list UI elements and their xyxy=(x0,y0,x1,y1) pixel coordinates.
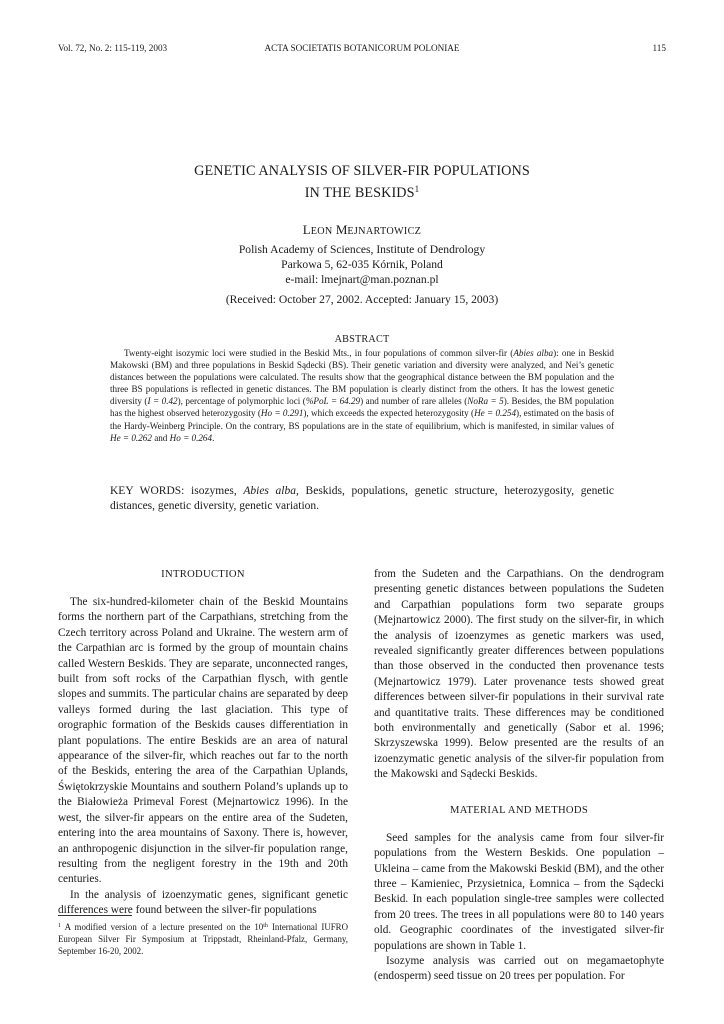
title-line-1: GENETIC ANALYSIS OF SILVER-FIR POPULATIONS xyxy=(194,163,530,179)
keywords-part: , Beskids, populations, genetic structure, heterozygosity, genetic distances, genetic diversity, genetic variation. xyxy=(110,485,614,512)
affiliation xyxy=(60,242,664,287)
abstract-italic: I = 0.42 xyxy=(147,396,178,407)
abstract-italic: Abies alba xyxy=(513,348,554,358)
author-first-rest: EON xyxy=(310,226,333,237)
article-title xyxy=(60,162,664,202)
journal-name: ACTA SOCIETATIS BOTANICORUM POLONIAE xyxy=(264,43,460,53)
journal-volume: Vol. 72, No. 2: 115-119, 2003 xyxy=(58,43,168,53)
methods-paragraph-2: Isozyme analysis was carried out on megamaetophyte (endosperm) seed tissue on 20 trees per population. For xyxy=(374,954,664,983)
column-right xyxy=(374,567,664,985)
affiliation-institute: Polish Academy of Sciences, Institute of Dendrology xyxy=(238,243,486,256)
received-dates: (Received: October 27, 2002. Accepted: January 15, 2003) xyxy=(225,293,499,306)
footnote-mark: 1 xyxy=(58,923,61,929)
abstract-italic: Ho = 0.291 xyxy=(260,408,304,419)
abstract-italic: %PoL = 64.29 xyxy=(305,396,361,407)
footnote-rule xyxy=(58,915,132,916)
section-heading-methods: MATERIAL AND METHODS xyxy=(449,804,589,816)
abstract-text xyxy=(110,347,614,444)
author-first-initial: L xyxy=(302,222,311,237)
keywords-italic: Abies alba xyxy=(243,485,297,497)
title-footnote-mark: 1 xyxy=(414,184,420,194)
intro-paragraph-3: from the Sudeten and the Carpathians. On the dendrogram presenting genetic distances between populations the Sudeten and Carpathian populations form two separate groups (Mejnartowicz 2000). The first study on the silver-fir, in which the analysis of izoenzymes as genetic markers was used, revealed significantly greater differences between populations than those observed in the conducted then provenance tests (Mejnartowicz 1979). Later provenance tests showed great differences between silver-fir populations in their survival rate and quantitative traits. These differences may be conditioned both environmentally and genetically (Sabor et al. 1996; Skrzyszewska 1999). Below presented are the results of an izoenzymatic genetic analysis of the silver-fir population from the Makowski and Sądecki Beskids. xyxy=(374,568,664,781)
abstract-part: ) and number of rare alleles ( xyxy=(360,396,468,407)
author-name xyxy=(60,222,664,240)
section-heading-introduction: INTRODUCTION xyxy=(161,569,245,580)
footnote-part: A modified version of a lecture presented on the 10 xyxy=(61,922,264,932)
abstract-italic: He = 0.254 xyxy=(474,408,517,419)
intro-paragraph-1: The six-hundred-kilometer chain of the Beskid Mountains forms the northern part of the Carpathians, stretching from the Czech territory across Poland and Ukraine. The western arm of the Carpathian arc is formed by the group of mountain chains called Western Beskids. They are separate, unconnected ranges, built from soft rocks of the Carpathian flysch, with gentle slopes and summits. The particular chains are separated by deep valleys formed during the last glaciation. This type of orographic formation of the Beskids causes differentiation in plant populations. The entire Beskids are an area of natural appearance of the silver-fir, which reaches out far to the north of the Beskids, entering the area of the Carpathian Uplands, Świętokrzyskie Mountains and southern Poland’s uplands up to the Białowieża Primeval Forest (Mejnartowicz 1996). In the west, the silver-fir appears on the entire area of the Sudeten, entering into the area mountains of Saxony. There is, however, an anthropogenic disjunction in the silver-fir population range, resulting from the negligent forestry in the 19th and 20th centuries. xyxy=(58,596,348,886)
abstract-italic: He = 0.262 xyxy=(110,432,152,443)
running-head xyxy=(58,42,666,54)
footnote-part: International IUFRO European Silver Fir Symposium at Trippstadt, Rheinland-Pfalz, Germany, September 16-20, 2002. xyxy=(58,922,348,957)
affiliation-address: Parkowa 5, 62-035 Kórnik, Poland xyxy=(281,258,443,271)
keywords-part: KEY WORDS: isozymes, xyxy=(110,485,244,497)
abstract-part: and xyxy=(151,432,170,443)
methods-paragraph-1: Seed samples for the analysis came from four silver-fir populations from the Western Beskids. One population – Ukleina – came from the Makowski Beskid (BM), and the other three – Kamieniec, Przysietnica, Łomnica – from the Sądecki Beskid. In each population single-tree samples were collected from 20 trees. The trees in all populations were 80 to 140 years old. Geographic coordinates of the investigated silver-fir populations are shown in Table 1. xyxy=(374,831,664,952)
footnote-superscript: th xyxy=(263,923,268,929)
page-number: 115 xyxy=(652,43,666,53)
abstract-part: Twenty-eight isozymic loci were studied in the Beskid Mts., in four populations of common silver-fir ( xyxy=(124,348,514,358)
affiliation-email: e-mail: lmejnart@man.poznan.pl xyxy=(285,273,439,286)
intro-paragraph-2: In the analysis of izoenzymatic genes, significant genetic differences were found between the silver-fir populations xyxy=(58,888,348,917)
abstract-italic: Ho = 0.264 xyxy=(169,432,213,443)
abstract-part: ), which exceeds the expected heterozygosity ( xyxy=(303,408,475,419)
author-last-rest: EJNARTOWICZ xyxy=(347,226,422,237)
abstract-italic: NoRa = 5 xyxy=(467,396,504,407)
abstract-part: ): one in Beskid Makowski (BM) and three populations in Beskid Sądecki (BS). Their genetic variation and diversity were analyzed, and Nei’s genetic distances between the populations were calculated. The results show that the geographical distance between the BM population and the three BS populations is reflected in genetic distances. The BM population is clearly distinct from the others. It has the lowest genetic diversity ( xyxy=(110,348,614,407)
footnote xyxy=(58,920,348,958)
abstract-part: ), estimated on the basis of the Hardy-Weinberg Principle. On the contrary, BS populations are in the state of equilibrium, which is manifested, in similar values of xyxy=(110,408,614,431)
abstract-heading: ABSTRACT xyxy=(334,334,390,345)
title-line-2-text: IN THE BESKIDS xyxy=(304,185,415,201)
abstract-part: ), percentage of polymorphic loci ( xyxy=(177,396,306,407)
keywords xyxy=(110,484,614,514)
abstract-part: ). Besides, the BM population has the highest observed heterozygosity ( xyxy=(110,396,614,419)
title-line-2 xyxy=(60,180,664,202)
abstract-part: . xyxy=(212,432,215,443)
author-last-initial: M xyxy=(335,222,348,237)
column-left xyxy=(58,567,348,919)
